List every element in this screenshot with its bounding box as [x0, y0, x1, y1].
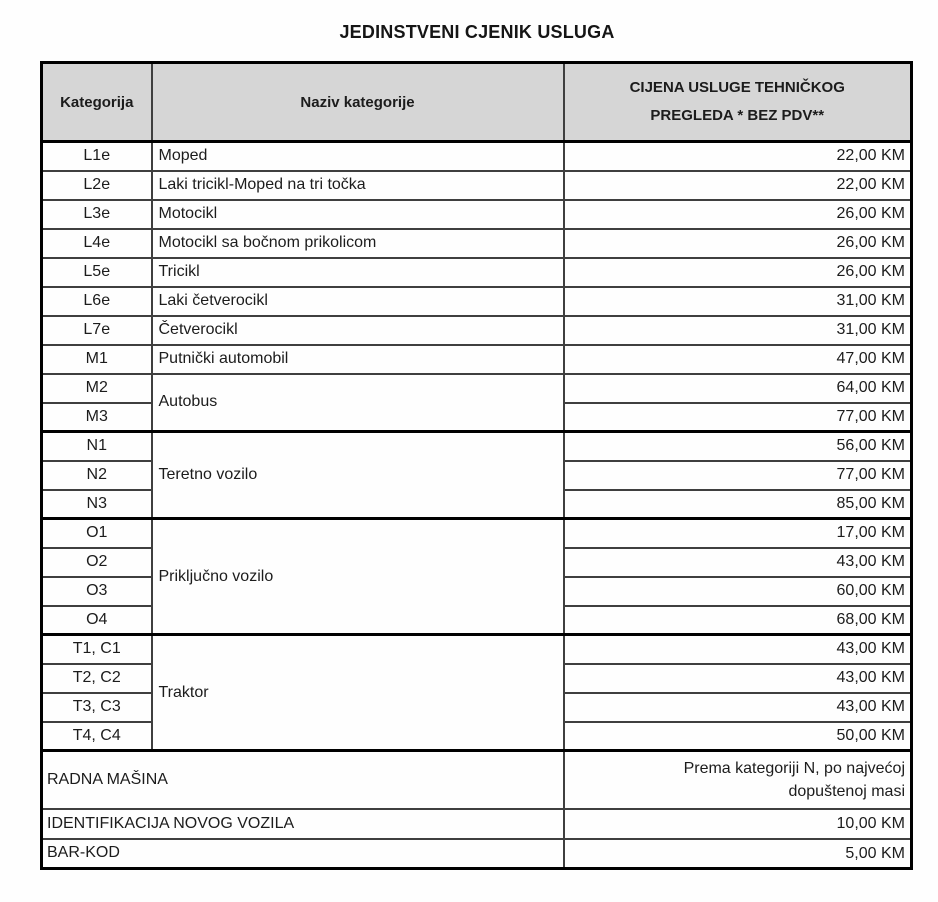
table-row — [42, 258, 912, 287]
name-cell: Četverocikl — [152, 316, 564, 345]
category-cell: L4e — [42, 229, 152, 258]
footer-row-radna-masina — [42, 751, 912, 809]
footer-price-cell: 10,00 KM — [564, 809, 912, 839]
table-row — [42, 316, 912, 345]
name-cell-merged: Priključno vozilo — [152, 519, 564, 635]
category-cell: N3 — [42, 490, 152, 519]
header-row — [42, 63, 912, 142]
table-row — [42, 287, 912, 316]
category-cell: L7e — [42, 316, 152, 345]
name-cell: Motocikl — [152, 200, 564, 229]
price-cell: 26,00 KM — [564, 258, 912, 287]
category-cell: L6e — [42, 287, 152, 316]
footer-label-cell: RADNA MAŠINA — [42, 751, 564, 809]
footer-price-cell — [564, 751, 912, 809]
footer-row-bar-kod — [42, 839, 912, 869]
footer-row-identifikacija — [42, 809, 912, 839]
name-cell-merged: Traktor — [152, 635, 564, 751]
price-cell: 31,00 KM — [564, 287, 912, 316]
table-row — [42, 345, 912, 374]
table-row — [42, 635, 912, 664]
table-header — [42, 63, 912, 142]
table-row — [42, 171, 912, 200]
category-cell: L5e — [42, 258, 152, 287]
price-cell: 22,00 KM — [564, 142, 912, 171]
name-cell-merged: Autobus — [152, 374, 564, 432]
footer-price-line: Prema kategoriji N, po najvećoj — [683, 759, 905, 777]
category-cell: T4, C4 — [42, 722, 152, 751]
name-cell-merged: Teretno vozilo — [152, 432, 564, 519]
price-cell: 26,00 KM — [564, 200, 912, 229]
column-header-cijena: CIJENA USLUGE TEHNIČKOG PREGLEDA * BEZ PDV** — [564, 63, 912, 142]
price-cell: 43,00 KM — [564, 635, 912, 664]
category-cell: M3 — [42, 403, 152, 432]
category-cell: O1 — [42, 519, 152, 548]
price-cell: 60,00 KM — [564, 577, 912, 606]
name-cell: Laki četverocikl — [152, 287, 564, 316]
table-row — [42, 229, 912, 258]
price-cell: 22,00 KM — [564, 171, 912, 200]
category-cell: N2 — [42, 461, 152, 490]
table-row — [42, 200, 912, 229]
price-cell: 17,00 KM — [564, 519, 912, 548]
category-cell: T3, C3 — [42, 693, 152, 722]
name-cell: Putnički automobil — [152, 345, 564, 374]
footer-price-line: dopuštenoj masi — [788, 782, 905, 800]
category-cell: O3 — [42, 577, 152, 606]
price-cell: 43,00 KM — [564, 664, 912, 693]
footer-label-cell: IDENTIFIKACIJA NOVOG VOZILA — [42, 809, 564, 839]
price-cell: 47,00 KM — [564, 345, 912, 374]
price-cell: 43,00 KM — [564, 548, 912, 577]
page-title: JEDINSTVENI CJENIK USLUGA — [339, 22, 615, 42]
table-row — [42, 519, 912, 548]
name-cell: Laki tricikl-Moped na tri točka — [152, 171, 564, 200]
price-cell: 85,00 KM — [564, 490, 912, 519]
name-cell: Tricikl — [152, 258, 564, 287]
price-cell: 68,00 KM — [564, 606, 912, 635]
price-cell: 77,00 KM — [564, 403, 912, 432]
price-cell: 77,00 KM — [564, 461, 912, 490]
category-cell: O2 — [42, 548, 152, 577]
category-cell: O4 — [42, 606, 152, 635]
category-cell: T2, C2 — [42, 664, 152, 693]
price-cell: 56,00 KM — [564, 432, 912, 461]
price-table — [40, 61, 913, 870]
category-cell: L3e — [42, 200, 152, 229]
name-cell: Moped — [152, 142, 564, 171]
name-cell: Motocikl sa bočnom prikolicom — [152, 229, 564, 258]
category-cell: T1, C1 — [42, 635, 152, 664]
price-cell: 26,00 KM — [564, 229, 912, 258]
table-row — [42, 142, 912, 171]
category-cell: L1e — [42, 142, 152, 171]
price-cell: 64,00 KM — [564, 374, 912, 403]
price-cell: 50,00 KM — [564, 722, 912, 751]
table-row — [42, 432, 912, 461]
footer-price-cell: 5,00 KM — [564, 839, 912, 869]
footer-label-cell: BAR-KOD — [42, 839, 564, 869]
column-header-naziv-kategorije: Naziv kategorije — [152, 63, 564, 142]
price-cell: 43,00 KM — [564, 693, 912, 722]
table-row — [42, 374, 912, 403]
price-cell: 31,00 KM — [564, 316, 912, 345]
category-cell: M1 — [42, 345, 152, 374]
category-cell: M2 — [42, 374, 152, 403]
category-cell: N1 — [42, 432, 152, 461]
column-header-kategorija: Kategorija — [42, 63, 152, 142]
category-cell: L2e — [42, 171, 152, 200]
